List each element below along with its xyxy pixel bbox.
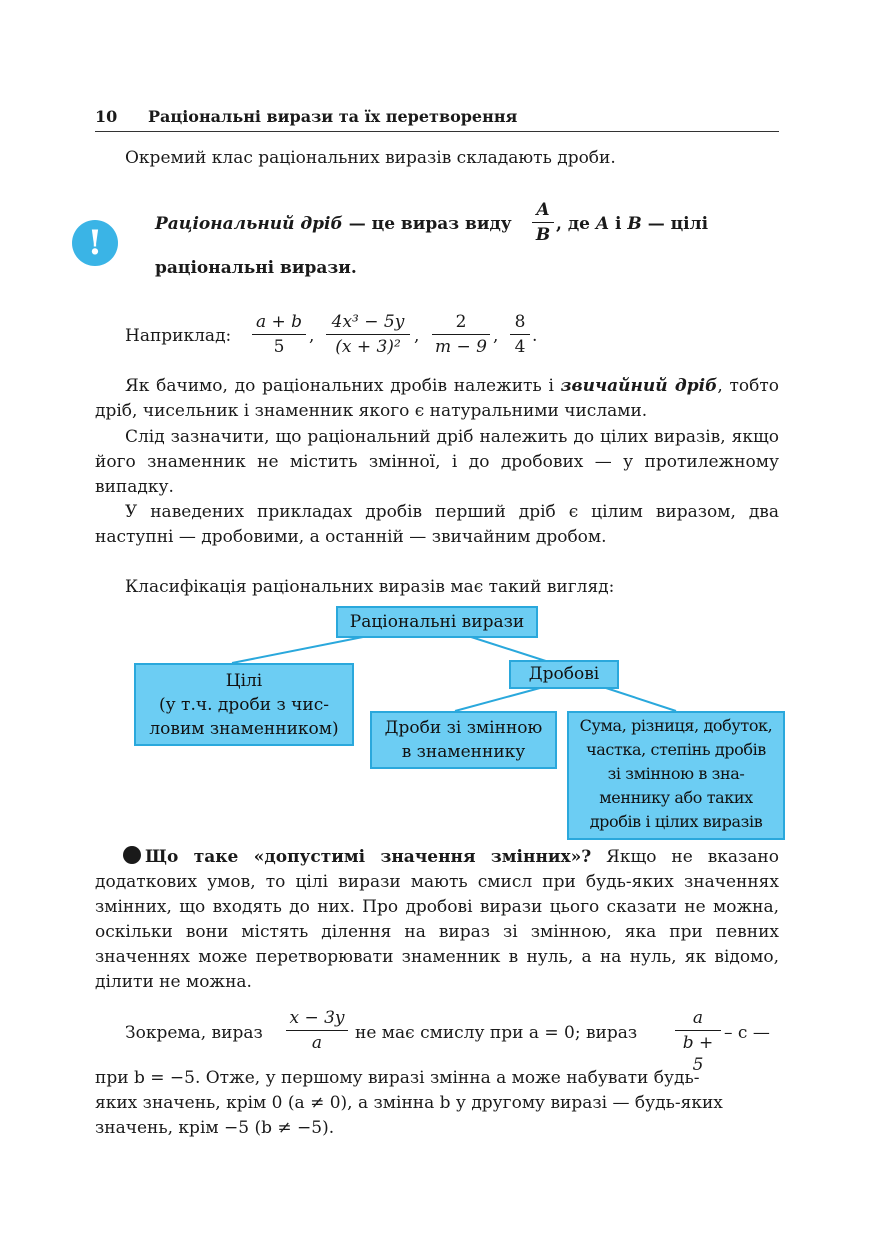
example2-line-4: значень, крім −5 (b ≠ −5).: [95, 1118, 335, 1138]
section-heading: Що таке «допустимі значення змінних»?: [145, 847, 592, 867]
example-fraction-2: 4x³ − 5y (x + 3)²: [326, 311, 410, 358]
section-admissible-values: Що таке «допустимі значення змінних»? Якщо не вказано додаткових умов, то цілі вирази мають смисл при будь-яких значеннях змінних, що входять до них. Про дробові вирази цього сказати не можна, оскільки вони містять ділення на вираз зі змінною, яка при певних значеннях може перетворювати знаменник в нуль, а на нуль, як відомо, ділити не можна.: [95, 847, 779, 992]
examples-label: Наприклад:: [125, 326, 232, 346]
example2-fraction-2: a b + 5: [675, 1007, 721, 1076]
example2-text-b: не має смислу при a = 0; вираз: [355, 1023, 638, 1043]
diagram-combination-box: Сума, різниця, добуток, частка, степінь дробів зі змінною в зна- меннику або таких дробів і цілих виразів: [567, 711, 785, 840]
paragraph-2: Слід зазначити, що раціональний дріб належить до цілих виразів, якщо його знаменник не містить змінної, і до дробових — у протилежному випадку.: [95, 427, 779, 497]
definition-line-2: раціональні вирази.: [155, 258, 357, 278]
example-fraction-3: 2 m − 9: [432, 311, 490, 358]
example-fraction-1: a + b 5: [252, 311, 306, 358]
diagram-fractional-box: Дробові: [509, 660, 619, 689]
paragraph-3: У наведених прикладах дробів перший дріб є цілим виразом, два наступні — дробовими, а останній — звичайним дробом.: [95, 502, 779, 547]
example2-text-c: – c —: [724, 1023, 770, 1043]
example-fraction-4: 8 4: [510, 311, 530, 358]
page-number: 10: [95, 107, 118, 126]
definition-fraction: A B: [532, 199, 554, 246]
example2-line-2: при b = −5. Отже, у першому виразі змінна a може набувати будь-: [95, 1068, 700, 1088]
diagram-root-box: Раціональні вирази: [336, 606, 538, 638]
definition-line-1b: , де A і B — цілі: [556, 214, 709, 234]
intro-text: Окремий клас раціональних виразів складають дроби.: [125, 148, 616, 168]
definition-term: Раціональний дріб: [155, 214, 343, 234]
example2-text-a: Зокрема, вираз: [125, 1023, 263, 1043]
exclamation-icon: !: [72, 220, 118, 266]
diagram-fraction-variable-box: Дроби зі змінною в знаменнику: [370, 711, 557, 769]
chapter-title: Раціональні вирази та їх перетворення: [148, 107, 518, 126]
example2-fraction-1: x − 3y a: [286, 1007, 348, 1054]
paragraph-4: Класифікація раціональних виразів має такий вигляд:: [125, 577, 615, 597]
paragraph-1: Як бачимо, до раціональних дробів належить і звичайний дріб, тобто дріб, чисельник і знаменник якого є натуральними числами.: [95, 376, 780, 421]
example2-line-3: яких значень, крім 0 (a ≠ 0), а змінна b у другому виразі — будь-яких: [95, 1093, 723, 1113]
bullet-icon: [123, 846, 141, 864]
definition-line-1: Раціональний дріб — це вираз виду: [155, 214, 512, 234]
diagram-whole-box: Цілі (у т.ч. дроби з чис- ловим знаменником): [134, 663, 354, 746]
